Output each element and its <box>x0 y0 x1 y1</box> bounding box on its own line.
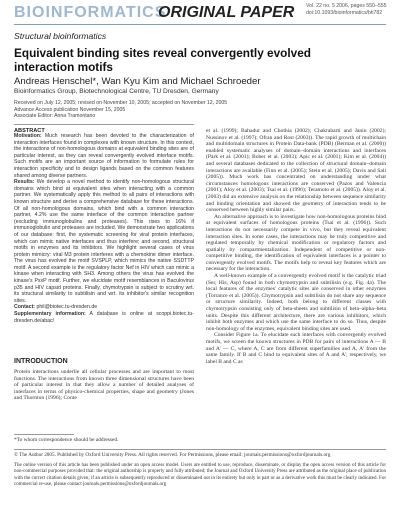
right-column <box>206 128 386 443</box>
journal-name: BIOINFORMATICS <box>14 4 167 21</box>
open-access-notice: The online version of this article has been published under an open access model. Users are entitled to use, reproduce, disseminate, or display the open access version of this article for non-commercial purposes provided that: the original authorship is properly and fully attributed; the Journal and Oxford University Press are attributed as the original place of publication with the correct citation details given; if an article is subsequently reproduced or disseminated not in its entirety but only in part or as a derivative work this must be clearly indicated. For commercial re-use, please contact journals.permissions@oxfordjournals.org <box>14 463 386 488</box>
publication-dates <box>14 100 274 120</box>
copyright-notice: © The Author 2005. Published by Oxford University Press. All rights reserved. For Permissions, please email: journals.permissions@oxfordjournals.org <box>14 452 331 458</box>
motivation-text: Much research has been devoted to the characterization of interaction interfaces found in complexes with known structure. In this context, the interactions of non-homologous domains at equivalent binding sites are of particular interest, as they can reveal convergently evolved interface motifs. Such motifs are an important source of information to formulate rules for interaction specificity and to design ligands based on the common features shared among diverse partners. <box>14 133 194 179</box>
supplementary-link[interactable]: A database is online at scoppi.biotec.tu-dresden.de/abac/ <box>14 311 194 324</box>
abstract-motivation <box>14 133 194 179</box>
abstract-heading: ABSTRACT <box>14 128 45 134</box>
associate-editor: Associate Editor: Anna Tramontano <box>14 113 96 119</box>
doi[interactable]: doi:10.1093/bioinformatics/bti782 <box>306 10 383 16</box>
authors: Andreas Henschel*, Wan Kyu Kim and Michael Schroeder <box>14 76 261 87</box>
volume-info: Vol. 22 no. 5 2006, pages 550–555 <box>306 3 387 9</box>
abstract-results <box>14 179 194 304</box>
right-paragraph-3: A well-known example of a convergently evolved motif is the catalytic triad (Ser, His, Asp) found in both chymotrypsin and subtilisin (e.g. Fig. 4a). The local features of the enzymes' catalytic sites are conserved in other enzymes (Torrance et al. (2005)). Chymotrypsin and subtilisin do not share any sequence or structure similarity. Indeed, both belong to different classes with chymotrypsin consisting only of beta-sheets and subtilisin of beta–alpha–beta units. Despite this different architecture, there are various inhibitors, which inhibit both enzymes and which use the same interface to do so. Thus, despite non-homology of the enzymes, equivalent binding sites are used. <box>206 273 386 332</box>
introduction-body: Protein interactions underlie all cellular processes and are important to most functions. The interactions from known three dimensional structures have been of particular interest in that they allow a number of detailed analyses of interfaces in terms of physico-chemical properties, shape and geometry (Jones and Thornton (1996); Conte <box>14 369 194 402</box>
affiliation: Bioinformatics Group, Biotechnological Centre, TU Dresden, Germany <box>14 88 219 95</box>
contact-label: Contact: <box>14 304 36 311</box>
contact-email[interactable]: phil@biotec.tu-dresden.de <box>36 304 98 311</box>
advance-access: Advance Access publication November 15, 2005 <box>14 106 126 113</box>
received-dates: Received on July 12, 2005; revised on November 10, 2005; accepted on November 12, 2005 <box>14 100 228 106</box>
paper-type: ORIGINAL PAPER <box>158 4 295 21</box>
right-paragraph-4: Consider Figure 1a. To elucidate such interfaces with convergently evolved motifs, we screen the known structures in PDB for pairs of interactions A — B and A' — C, where A, C are from different superfamilies and A, A' from the same family. If B and C bind to equivalent sites of A and A', respectively, we label B and C as <box>206 332 386 365</box>
abstract-contact <box>14 304 194 311</box>
right-paragraph-2: An alternative approach is to investigate how non-homologous proteins bind at equivalent surfaces of homologous proteins (Tsai et al. (1996)). Such interactions do not necessarily compete in vivo, but they reveal equivalent interaction sites. In some cases, the interactions may be truly competitive and regulated temporally by chemical modification or regulatory factors and spatially by compartmentalization. Independent of competitive or non-competitive binding, the identification of equivalent interfaces is a pointer to convergently evolved motifs. The motifs help to reveal key features which are necessary for the interaction. <box>206 213 386 273</box>
section-label: Structural bioinformatics <box>14 31 107 41</box>
results-label: Results: <box>14 179 35 186</box>
citation-meta <box>306 3 386 17</box>
header-divider <box>14 24 386 25</box>
abstract-divider <box>14 124 194 125</box>
footnote: *To whom correspondence should be addressed. <box>14 437 119 443</box>
right-paragraph-1: et al. (1999); Bahadur and Chothia (2002); Chakrabarti and Janin (2002); Nussinov et al. (1997); Ofran and Rost (2003)). The rapid growth of multichain and multidomain structures in Protein Data-bank (PDB) (Berman et al. (2000)) enabled systematic analyses of domain–domain interactions and interfaces (Park et al. (2001); Bober et al. (2003); Apic et al. (2001); Kim et al. (2004)) and several databases dedicated to the collection of structural domain–domain interactions are available (Finn et al. (2005); Stein et al. (2005); Davis and Sali (2005)). Much work has concentrated on understanding under what circumstances homologous interactions are conserved (Pazos and Valencia (2001); Aloy et al. (2003); Tsai et al. (1996); Teramoto et al. (2005)). Aloy et al. (2003) did an extensive analysis on the relationship between sequence similarity and binding orientation and showed the geometry of interaction tends to be conserved between highly similar pairs. <box>206 128 386 214</box>
footnote-divider <box>14 434 74 435</box>
introduction-heading: INTRODUCTION <box>14 358 68 365</box>
motivation-label: Motivation: <box>14 133 42 139</box>
abstract-supplementary <box>14 311 194 324</box>
paper-title: Equivalent binding sites reveal convergently evolved interaction motifs <box>14 46 311 74</box>
supplementary-label: Supplementary information: <box>14 311 86 318</box>
results-text: We develop a novel method to identify non-homologous structural domains which bind at equivalent sites when interacting with a common partner. We systematically apply this method to all pairs of interactions with known structure and derive a comprehensive database for these interactions. Of all non-homologous domains, which bind with a common interaction partner, 4.2% use the same interface of the common interaction partner (excluding immunoglobulins and proteases). This rises to 16% if immunoglobulin and proteases are included. We demonstrate two applications of our database: first, the systematic screening for viral protein interfaces, which can mimic native interfaces and thus interfere; and second, structural motifs in enzymes and its inhibitors. We highlight several cases of virus protein mimicry: viral M3 protein interferes with a chemokine dimer interface. The virus has evolved the motif SVSPLP, which mimics the native SSDTTP motif. A second example is the regulatory factor Nef in HIV which can mimic a kinase when interacting with SH3. Among others the virus has evolved the kinase's PxxP motif. Further, we elucidate motif resemblances in Baculovirus p35 and HIV capsid proteins. Finally, chymotrypsin is subject to scrutiny wrt. its structural similarity to subtilisin and wrt. its inhibitor's similar recognition sites. <box>14 179 194 304</box>
footer-divider <box>14 449 386 450</box>
abstract-body <box>14 133 194 350</box>
